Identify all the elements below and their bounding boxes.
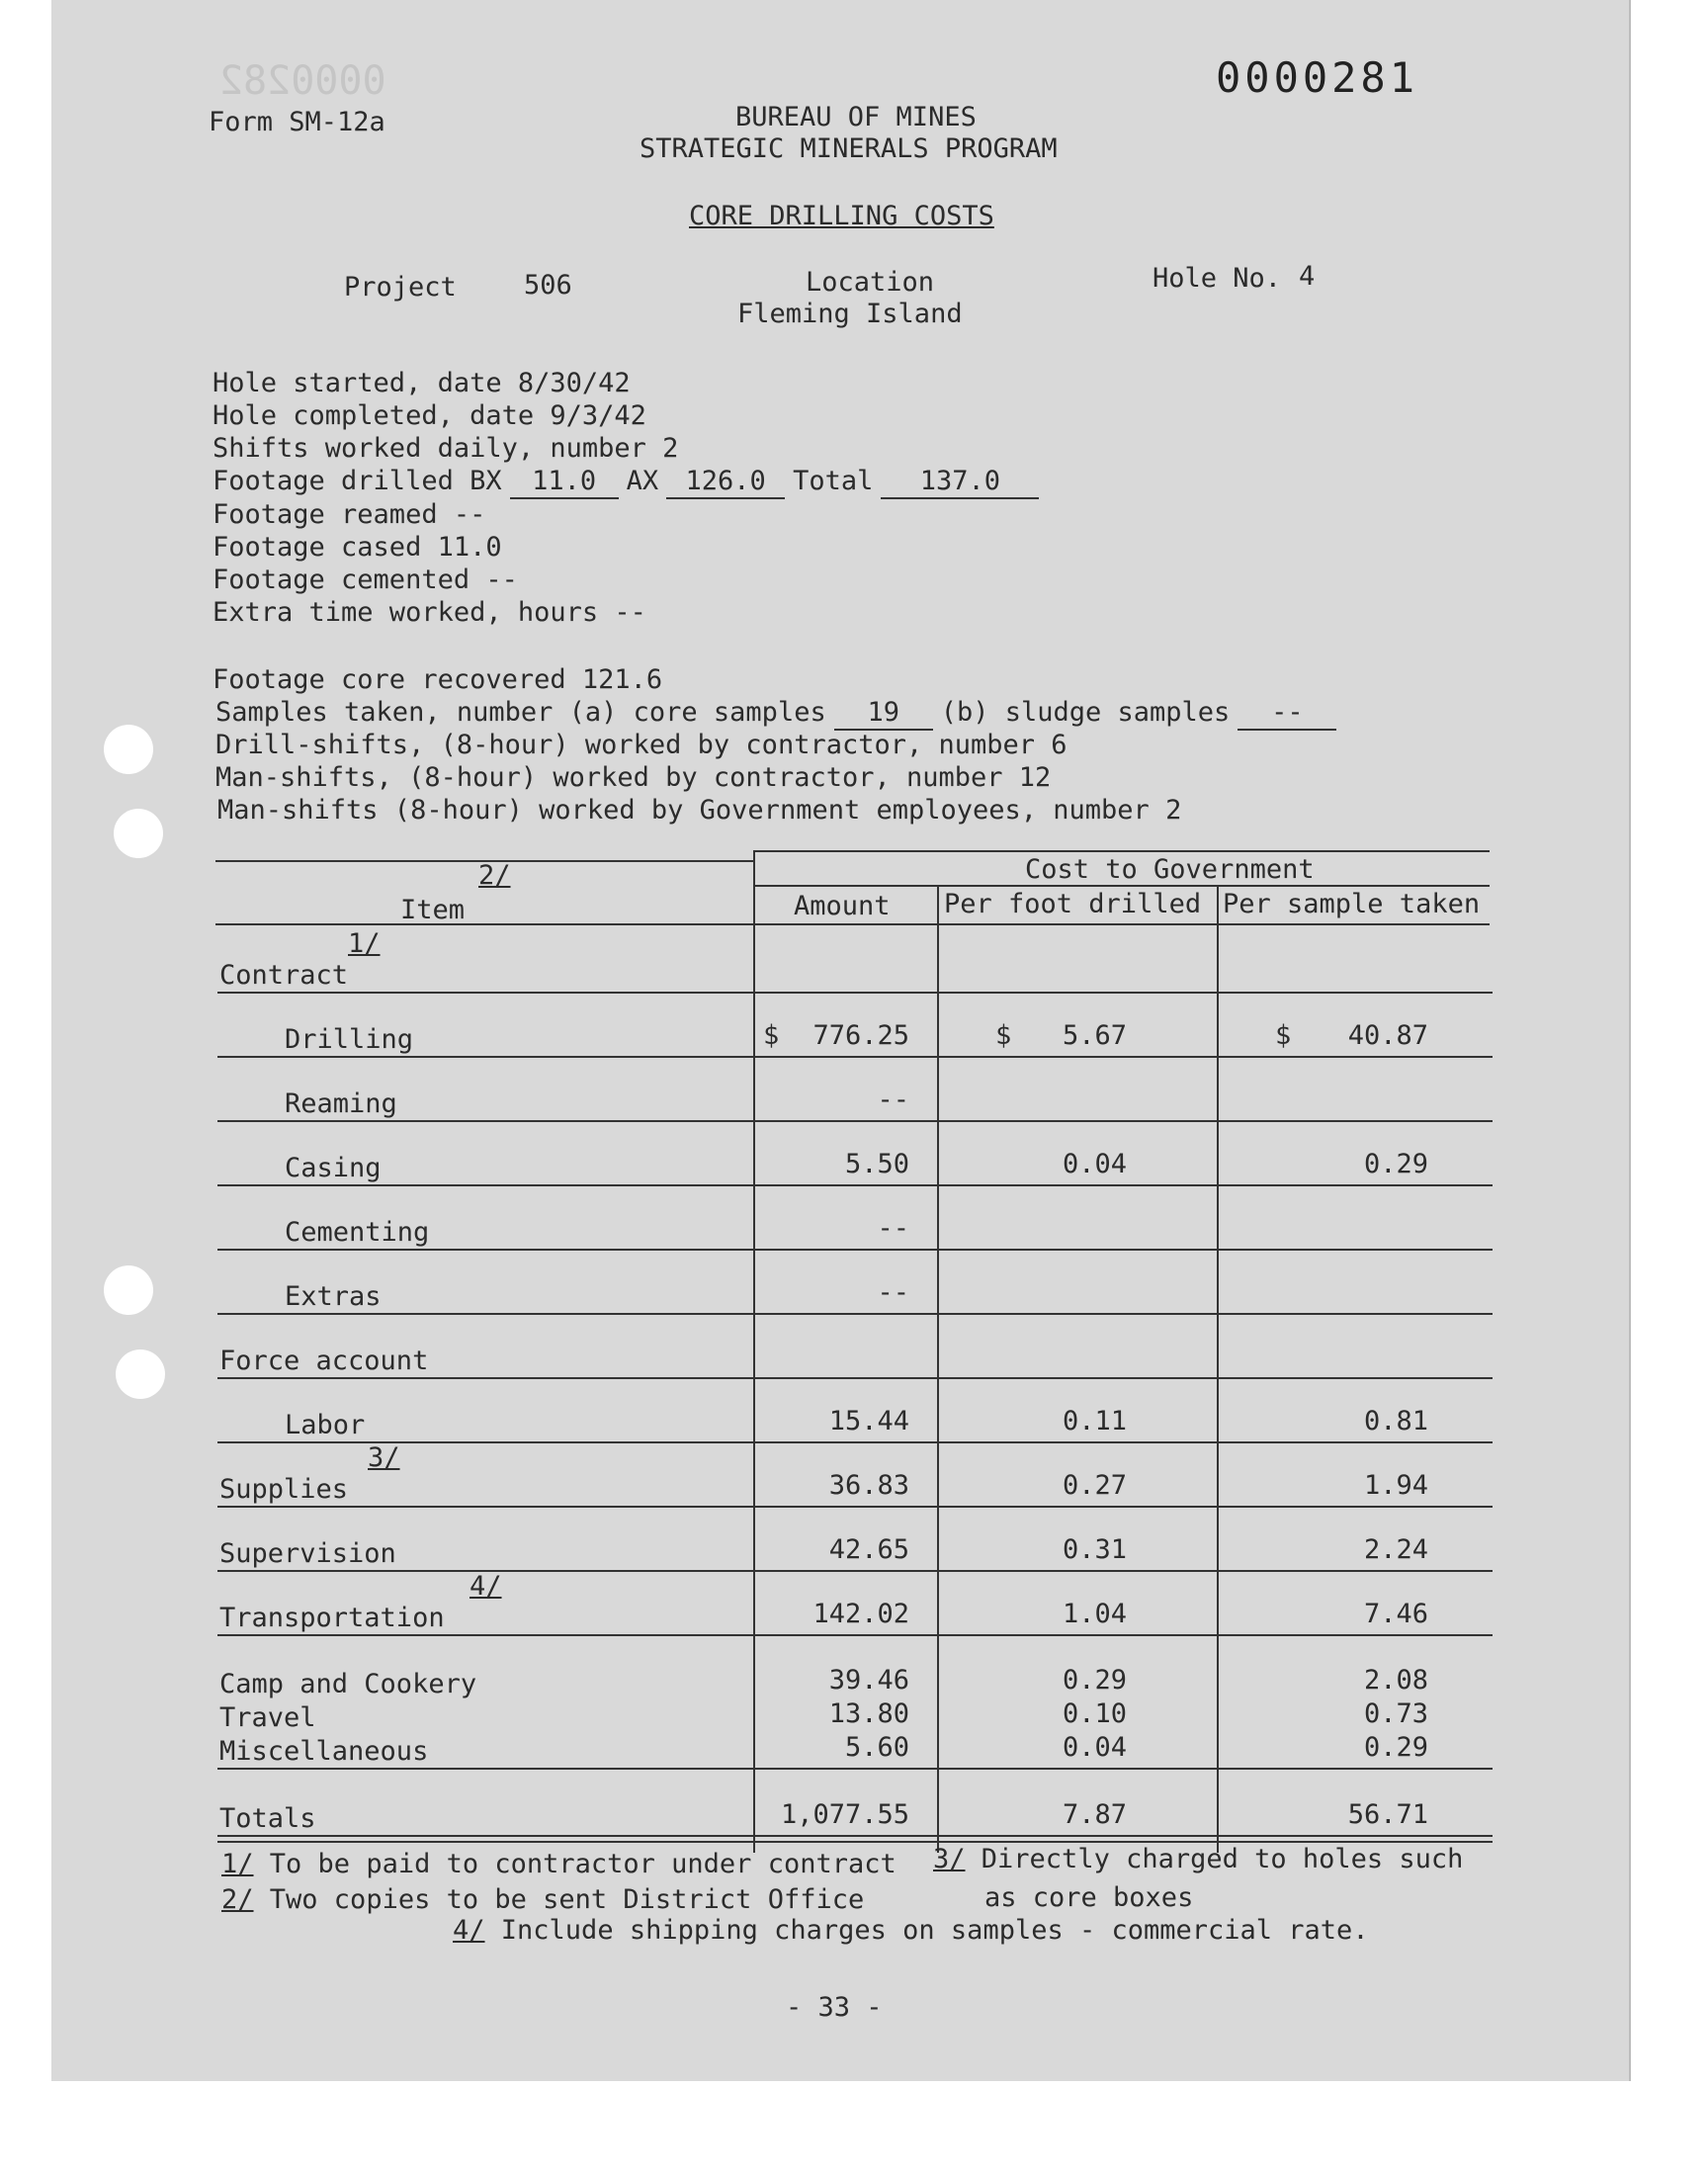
footnote-1 [221, 1849, 897, 1880]
table-row-rule [217, 1249, 1493, 1251]
man-shifts-contractor: Man-shifts, (8-hour) worked by contractor, number 12 [215, 762, 1052, 793]
table-row-rule [217, 1313, 1493, 1315]
footage-cased: Footage cased 11.0 [213, 532, 502, 563]
shifts-worked: Shifts worked daily, number 2 [213, 433, 679, 464]
table-cell-per-sample: 7.46 [1363, 1599, 1428, 1629]
table-cell-amount: 13.80 [828, 1698, 909, 1729]
table-row-rule [217, 1570, 1493, 1572]
table-row-rule [217, 1377, 1493, 1379]
table-row-rule [217, 1056, 1493, 1058]
table-row-footnote-mark: 3/ [368, 1442, 400, 1473]
table-cell-amount: 1,077.55 [780, 1799, 909, 1830]
col-divider-item [753, 852, 755, 1853]
col-divider-per-foot [1217, 885, 1219, 1853]
table-cell-amount: 36.83 [828, 1470, 909, 1501]
project-value: 506 [524, 270, 572, 301]
page-number: - 33 - [786, 1992, 883, 2023]
program-name: STRATEGIC MINERALS PROGRAM [640, 133, 1058, 164]
hole-completed: Hole completed, date 9/3/42 [213, 400, 646, 431]
table-cell-per-sample: 2.08 [1363, 1665, 1428, 1696]
footnote-4-text: Include shipping charges on samples - commercial rate. [500, 1915, 1369, 1946]
sludge-label: (b) sludge samples [940, 697, 1231, 728]
samples-label: Samples taken, number (a) core samples [215, 697, 826, 728]
extra-time: Extra time worked, hours -- [213, 597, 646, 628]
core-recovered: Footage core recovered 121.6 [213, 664, 663, 695]
table-cell-per-sample: 56.71 [1347, 1799, 1428, 1830]
table-cell-per-foot: 0.11 [1062, 1406, 1127, 1436]
total-value: 137.0 [881, 466, 1039, 499]
table-row-rule [217, 1441, 1493, 1443]
ax-label: AX [626, 466, 659, 496]
table-cell-amount: -- [877, 1277, 909, 1308]
footage-cemented: Footage cemented -- [213, 565, 518, 595]
table-cell-amount: 42.65 [828, 1534, 909, 1565]
currency-symbol: $ [1275, 1020, 1292, 1051]
table-row-label: Drilling [285, 1024, 414, 1055]
hole-label: Hole No. [1153, 263, 1282, 294]
table-cell-per-foot: 5.67 [1062, 1020, 1127, 1051]
table-cell-per-sample: 40.87 [1347, 1020, 1428, 1051]
table-row-label: Totals [219, 1803, 316, 1834]
footage-reamed: Footage reamed -- [213, 499, 486, 530]
agency-name: BUREAU OF MINES [735, 102, 977, 132]
table-cell-amount: 142.02 [812, 1599, 909, 1629]
bx-value: 11.0 [510, 466, 619, 499]
table-row-label: Camp and Cookery [219, 1669, 477, 1699]
table-cell-amount: 5.50 [844, 1149, 909, 1179]
binder-hole-4 [116, 1349, 165, 1399]
table-cell-per-sample: 0.29 [1363, 1149, 1428, 1179]
table-cell-amount: -- [877, 1085, 909, 1115]
footnote-3-mark: 3/ [933, 1844, 966, 1874]
table-row-label: Miscellaneous [219, 1736, 429, 1767]
per-sample-header: Per sample taken [1223, 889, 1481, 919]
document-number: 0000281 [1216, 53, 1419, 102]
table-row-footnote-mark: 1/ [348, 928, 381, 959]
per-foot-header: Per foot drilled [944, 889, 1202, 919]
table-cell-amount: 39.46 [828, 1665, 909, 1696]
footnote-3 [933, 1844, 1463, 1875]
table-cell-per-foot: 0.27 [1062, 1470, 1127, 1501]
table-row-label: Cementing [285, 1217, 430, 1248]
footnote-1-text: To be paid to contractor under contract [269, 1849, 897, 1879]
table-row-label: Casing [285, 1153, 382, 1183]
footage-drilled-label: Footage drilled BX [213, 466, 502, 496]
table-row-rule [217, 992, 1493, 994]
table-row-label: Contract [219, 960, 349, 991]
table-row-label: Labor [285, 1410, 366, 1440]
table-row-label: Travel [219, 1702, 316, 1733]
table-cell-per-foot: 0.31 [1062, 1534, 1127, 1565]
footnote-1-mark: 1/ [221, 1849, 254, 1879]
footnote-4 [453, 1915, 1369, 1947]
footnote-4-mark: 4/ [453, 1915, 485, 1946]
samples-taken [215, 697, 1344, 731]
table-top-rule-right [753, 850, 1490, 852]
sludge-samples-value: -- [1238, 697, 1336, 731]
footnote-2 [221, 1884, 864, 1916]
table-cell-per-foot: 7.87 [1062, 1799, 1127, 1830]
item-header: Item [400, 895, 466, 925]
hole-started: Hole started, date 8/30/42 [213, 368, 631, 398]
table-cell-per-sample: 1.94 [1363, 1470, 1428, 1501]
table-row-rule [217, 1120, 1493, 1122]
total-label: Total [793, 466, 874, 496]
table-row-label: Supplies [219, 1474, 349, 1505]
table-row-rule [217, 1768, 1493, 1770]
table-cell-per-sample: 0.29 [1363, 1732, 1428, 1763]
table-cell-per-foot: 0.04 [1062, 1149, 1127, 1179]
item-note: 2/ [478, 860, 511, 891]
footnote-3-text-a: Directly charged to holes such [981, 1844, 1464, 1874]
binder-hole-2 [114, 809, 163, 858]
table-cell-amount: 776.25 [812, 1020, 909, 1051]
table-cell-amount: 5.60 [844, 1732, 909, 1763]
footnote-3-continued: as core boxes [984, 1882, 1194, 1913]
drill-shifts: Drill-shifts, (8-hour) worked by contractor, number 6 [215, 730, 1068, 760]
location-value: Fleming Island [737, 299, 963, 329]
table-row-label: Force account [219, 1346, 429, 1376]
table-row-label: Supervision [219, 1538, 396, 1569]
table-cell-per-sample: 2.24 [1363, 1534, 1428, 1565]
table-cell-per-sample: 0.81 [1363, 1406, 1428, 1436]
table-cell-per-foot: 0.04 [1062, 1732, 1127, 1763]
table-row-label: Reaming [285, 1088, 397, 1119]
binder-hole-3 [104, 1265, 153, 1315]
table-cell-amount: 15.44 [828, 1406, 909, 1436]
table-row-rule [217, 1634, 1493, 1636]
col-divider-amount [937, 885, 939, 1853]
table-cell-amount: -- [877, 1213, 909, 1244]
table-cell-per-foot: 0.10 [1062, 1698, 1127, 1729]
man-shifts-government: Man-shifts (8-hour) worked by Government employees, number 2 [217, 795, 1182, 826]
footnote-2-mark: 2/ [221, 1884, 254, 1915]
location-label: Location [806, 267, 935, 298]
footage-drilled [213, 466, 1047, 499]
hole-value: 4 [1299, 261, 1316, 292]
table-row-rule [217, 1184, 1493, 1186]
footnote-2-text: Two copies to be sent District Office [269, 1884, 865, 1915]
cost-header: Cost to Government [1025, 854, 1315, 885]
ax-value: 126.0 [666, 466, 785, 499]
table-cell-per-sample: 0.73 [1363, 1698, 1428, 1729]
document-title: CORE DRILLING COSTS [689, 201, 994, 231]
table-row-label: Extras [285, 1281, 382, 1312]
faded-document-number: 0000282 [219, 58, 386, 104]
core-samples-value: 19 [834, 697, 933, 731]
table-bottom-rule [217, 1841, 1493, 1843]
table-row-footnote-mark: 4/ [470, 1571, 502, 1602]
project-label: Project [344, 272, 457, 303]
amount-header: Amount [794, 891, 891, 921]
table-row-rule [217, 1506, 1493, 1508]
currency-symbol: $ [763, 1020, 780, 1051]
table-cell-per-foot: 0.29 [1062, 1665, 1127, 1696]
table-row-rule [217, 1835, 1493, 1837]
currency-symbol: $ [995, 1020, 1012, 1051]
table-cell-per-foot: 1.04 [1062, 1599, 1127, 1629]
table-row-label: Transportation [219, 1603, 445, 1633]
form-id: Form SM-12a [209, 107, 385, 137]
binder-hole-1 [104, 725, 153, 774]
